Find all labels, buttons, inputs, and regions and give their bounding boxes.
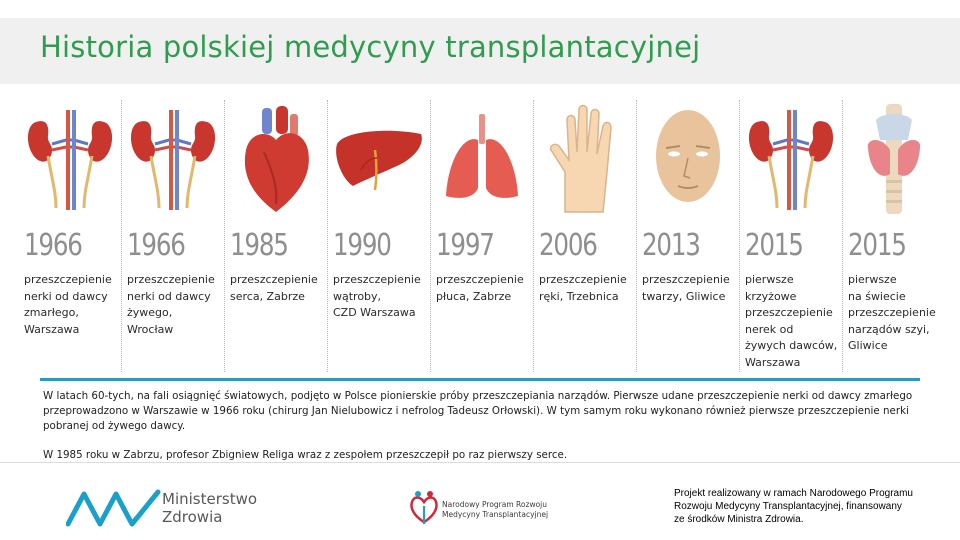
ministry-name-line-1: Ministerstwo [162, 490, 258, 508]
history-paragraph-1: W latach 60-tych, na fali osiągnięć światowych, podjęto w Polsce pionierskie próby przeszczepiania narządów. Pierwsze udane przeszczepienie nerki od dawcy zmarłego przeprowadzono w Warszawie w 1966 roku (chirurg Jan Nielubowicz i nefrolog Tadeusz Orłowski). W tym samym roku wykonano również pierwsze przeszczepienie nerki pobranej od żywego dawcy. [43, 390, 913, 432]
timeline-item-1 [18, 100, 121, 372]
history-text-box [40, 378, 920, 460]
timeline-description: przeszczepienie ręki, Trzebnica [539, 273, 627, 303]
program-logo-icon [408, 488, 440, 528]
timeline-description: przeszczepienie serca, Zabrze [230, 273, 318, 303]
timeline-item-4 [327, 100, 430, 372]
timeline-year: 2006 [539, 228, 597, 263]
footer-divider [0, 462, 960, 463]
timeline-item-8 [739, 100, 842, 372]
heart-icon [228, 100, 324, 218]
column-divider [121, 100, 122, 372]
ministry-logo-icon [66, 488, 162, 528]
timeline-year: 2015 [745, 228, 803, 263]
timeline-description: pierwsze krzyżowe przeszczepienie nerek od żywych dawców, Warszawa [745, 273, 838, 369]
timeline-description: przeszczepienie twarzy, Gliwice [642, 273, 730, 303]
timeline [18, 100, 946, 372]
column-divider [739, 100, 740, 372]
timeline-description: przeszczepienie nerki od dawcy zmarłego, Warszawa [24, 273, 112, 336]
timeline-description: pierwsze na świecie przeszczepienie narządów szyi, Gliwice [848, 273, 936, 352]
timeline-description: przeszczepienie płuca, Zabrze [436, 273, 524, 303]
kidney-icon [125, 100, 221, 218]
timeline-year: 2015 [848, 228, 906, 263]
column-divider [327, 100, 328, 372]
timeline-description: przeszczepienie nerki od dawcy żywego, Wrocław [127, 273, 215, 336]
ministry-name-line-2: Zdrowia [162, 508, 223, 526]
timeline-item-9 [842, 100, 945, 372]
history-paragraph-2: W 1985 roku w Zabrzu, profesor Zbigniew Religa wraz z zespołem przeszczepił po raz pierwszy serce. [43, 449, 568, 461]
timeline-item-5 [430, 100, 533, 372]
timeline-year: 1985 [230, 228, 288, 263]
timeline-item-7 [636, 100, 739, 372]
kidney-icon [743, 100, 839, 218]
hand-icon [537, 100, 633, 218]
timeline-year: 1966 [24, 228, 82, 263]
timeline-year: 1997 [436, 228, 494, 263]
timeline-item-3 [224, 100, 327, 372]
column-divider [533, 100, 534, 372]
kidney-icon [22, 100, 118, 218]
timeline-year: 1990 [333, 228, 391, 263]
face-icon [640, 100, 736, 218]
page-title: Historia polskiej medycyny transplantacyjnej [40, 30, 701, 64]
column-divider [842, 100, 843, 372]
project-funding-note: Projekt realizowany w ramach Narodowego Programu Rozwoju Medycyny Transplantacyjnej, finansowany ze środków Ministra Zdrowia. [674, 488, 913, 525]
ministry-name [162, 490, 257, 526]
timeline-description: przeszczepienie wątroby, CZD Warszawa [333, 273, 421, 319]
liver-icon [331, 100, 427, 218]
timeline-year: 2013 [642, 228, 700, 263]
timeline-year: 1966 [127, 228, 185, 263]
column-divider [430, 100, 431, 372]
column-divider [636, 100, 637, 372]
neck-organs-icon [846, 100, 942, 218]
timeline-item-6 [533, 100, 636, 372]
column-divider [224, 100, 225, 372]
program-name-line-1: Narodowy Program Rozwoju [442, 500, 548, 509]
timeline-item-2 [121, 100, 224, 372]
lungs-icon [434, 100, 530, 218]
program-name-line-2: Medycyny Transplantacyjnej [442, 510, 549, 519]
program-name [442, 500, 548, 520]
